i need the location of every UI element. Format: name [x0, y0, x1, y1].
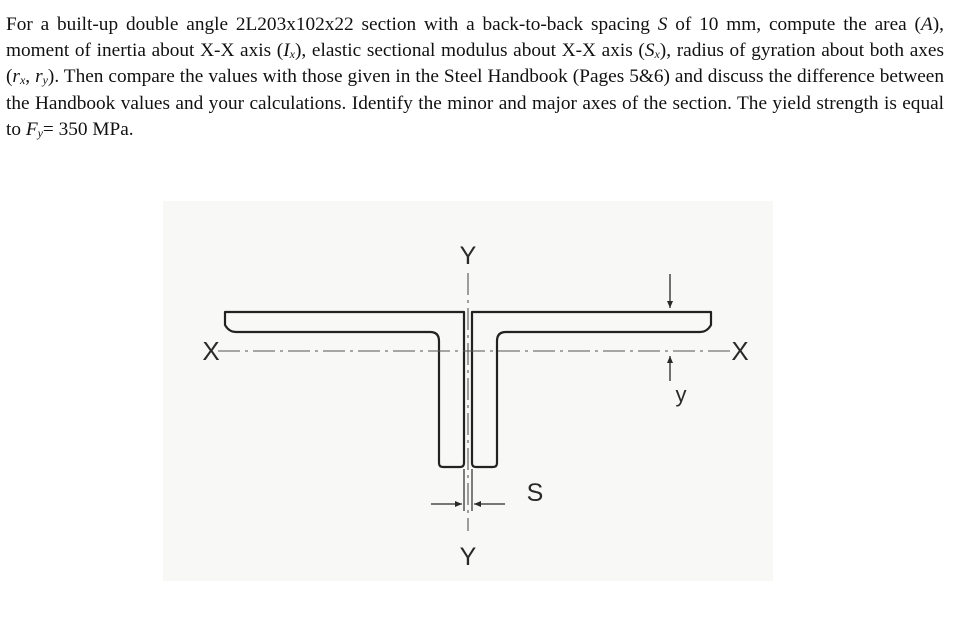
double-angle-figure	[163, 201, 773, 581]
text-segment: ,	[25, 66, 36, 88]
modulus-symbol: S	[644, 40, 655, 62]
spacing-symbol: S	[657, 14, 668, 35]
modulus-subscript: x	[654, 47, 660, 62]
text-segment: For a built-up double angle 2L203x102x22 section with a back-to-back spacing	[6, 14, 658, 35]
rx-symbol: r	[12, 66, 20, 88]
fy-subscript: y	[37, 125, 43, 140]
problem-statement	[6, 12, 944, 143]
x-axis-label-right: X	[731, 336, 749, 366]
area-symbol: A	[920, 14, 933, 35]
text-segment: ). Then compare the values with those given in the Steel Handbook (Pages 5&6) and discuss the difference between the Handbook values and your calculations. Identify the minor and major axes of the section. The yield strength is equal to	[6, 66, 945, 140]
text-segment: of 10 mm, compute the area (	[667, 14, 921, 35]
text-segment: ), radius of gyration about both axes (	[6, 40, 944, 88]
ry-subscript: y	[42, 73, 48, 88]
y-axis-label-top: Y	[459, 242, 477, 270]
text-segment: ), moment of inertia about X-X axis (	[6, 14, 944, 62]
text-segment: = 350 MPa.	[42, 118, 134, 140]
inertia-subscript: x	[289, 47, 295, 62]
ry-symbol: r	[35, 66, 43, 88]
centroid-distance-label: y	[675, 382, 687, 407]
spacing-label: S	[526, 479, 544, 507]
double-angle-diagram	[163, 201, 773, 581]
inertia-symbol: I	[283, 40, 290, 62]
rx-subscript: x	[19, 73, 26, 88]
y-axis-label-bottom: Y	[459, 543, 477, 571]
text-segment: ), elastic sectional modulus about X-X axis (	[294, 40, 645, 62]
x-axis-label-left: X	[202, 336, 220, 366]
fy-symbol: F	[25, 118, 38, 140]
